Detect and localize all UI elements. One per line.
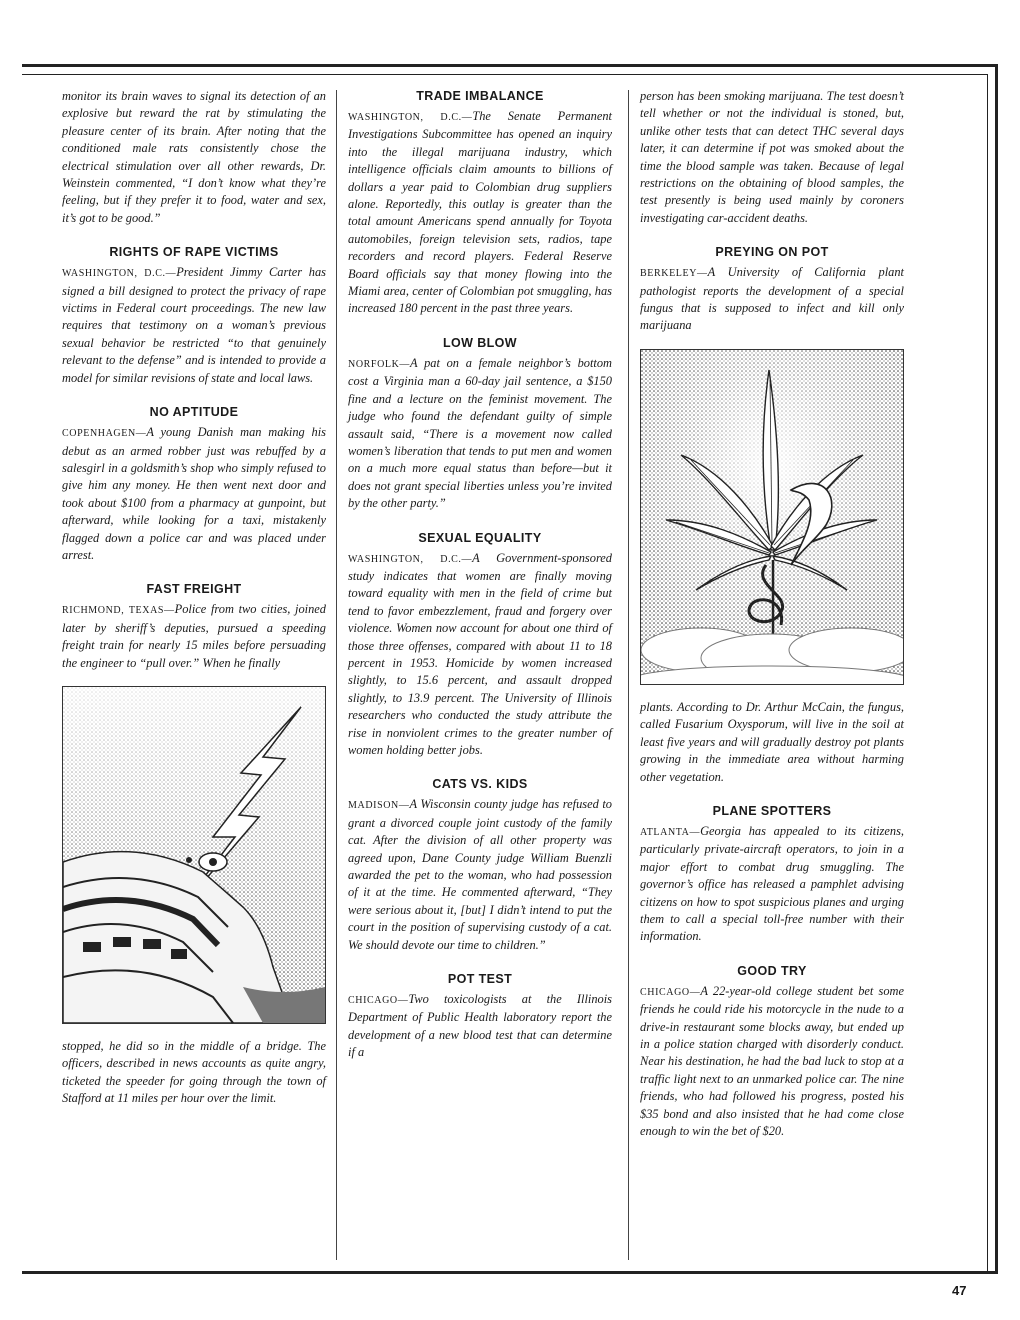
column-2 [348, 88, 612, 1062]
article-preying-on-pot-continued: plants. According to Dr. Arthur McCain, the fungus, called Fusarium Oxysporum, will live in the soil at least five years and will gradually destroy pot plants growing in the immediate area without harming other vegetation. [640, 699, 904, 784]
dateline: WASHINGTON, D.C.— [348, 112, 473, 123]
plant-illustration [640, 349, 904, 685]
heading-plane-spotters: PLANE SPOTTERS [712, 803, 832, 818]
dateline: NORFOLK— [348, 358, 411, 370]
heading-sexual-equality: SEXUAL EQUALITY [418, 530, 542, 545]
column-rule-1 [336, 90, 337, 1260]
column-rule-2 [628, 90, 629, 1260]
article-body: Police from two cities, joined later by sheriff’s deputies, pursued a speeding freight train for nearly 15 miles before persuading the engineer to “pull over.” When he finally [62, 602, 326, 670]
article-fast-freight [62, 601, 326, 672]
heading-good-try: GOOD TRY [737, 963, 807, 978]
heading-low-blow: LOW BLOW [442, 335, 517, 350]
dateline: WASHINGTON, D.C.— [348, 553, 473, 565]
article-cats-vs-kids [348, 796, 612, 954]
article-no-aptitude [62, 424, 326, 564]
dateline: COPENHAGEN— [62, 428, 147, 440]
article-fast-freight-continued: stopped, he did so in the middle of a bridge. The officers, described in news accounts as quite angry, ticketed the speeder for going through the town of Stafford at 11 miles per hour over the limit. [62, 1038, 326, 1106]
dateline: ATLANTA— [640, 826, 701, 838]
marijuana-leaf-fungus-drawing [641, 350, 903, 684]
article-body: A Wisconsin county judge has refused to grant a divorced couple joint custody of the family cat. After the division of all other property was agreed upon, Dane County judge William Buenzli awarded the pet to the woman, who had possession of it at the time. He commented afterward, “They were serious about it, [but] I didn’t intend to put the court in the position of supervising custody of a cat. We should devote our time to children.” [348, 797, 612, 952]
article-body: Georgia has appealed to its citizens, particularly private-aircraft operators, to join in a major effort to combat drug smuggling. The governor’s office has released a pamphlet advising citizens on how to spot suspicious planes and urging them to call a special toll-free number with their information. [640, 823, 904, 944]
heading-fast-freight: FAST FREIGHT [146, 582, 242, 597]
dateline: BERKELEY— [640, 268, 708, 280]
dateline: CHICAGO— [640, 986, 701, 998]
dateline: MADISON— [348, 800, 410, 812]
article-pot-test [348, 991, 612, 1062]
article-trade-imbalance [348, 108, 612, 318]
article-rape-victims [62, 264, 326, 387]
heading-pot-test: POT TEST [447, 972, 513, 987]
article-body: A pat on a female neighbor’s bottom cost a Virginia man a 60-day jail sentence, a $150 fine and a lecture on the feminist movement. The judge who found the defendant guilty of simple assault said, “There is a movement now called women’s liberation that tends to put men and women on a much more equal status than before—but it does not grant special liberties unless you’re invited by the other party.” [348, 355, 612, 511]
column-3 [640, 88, 904, 1140]
heading-no-aptitude: NO APTITUDE [149, 405, 239, 420]
heading-cats-vs-kids: CATS VS. KIDS [432, 777, 528, 792]
article-body: A 22-year-old college student bet some friends he could ride his motorcycle in the nude to a drive-in restaurant some blocks away, but ended up in a police station charged with disorderly conduct. Near his destination, he had the bad luck to stop at a traffic light next to an unmarked police car. The nine friends, who had followed his progress, posted his $35 bond and also insisted that he had come close enough to win the bet of $20. [640, 983, 904, 1138]
column-1 [62, 88, 326, 1108]
heading-rape-victims: RIGHTS OF RAPE VICTIMS [109, 245, 279, 260]
dateline: WASHINGTON, D.C.— [62, 268, 177, 280]
train-illustration [62, 686, 326, 1024]
article-preying-on-pot [640, 264, 904, 335]
article-sexual-equality [348, 550, 612, 760]
dateline: CHICAGO— [348, 995, 409, 1007]
article-low-blow [348, 355, 612, 513]
article-plane-spotters [640, 823, 904, 946]
train-lightning-drawing [63, 687, 325, 1023]
dateline: RICHMOND, TEXAS— [62, 605, 175, 617]
heading-trade-imbalance: TRADE IMBALANCE [416, 89, 544, 103]
article-body: A University of California plant pathologist reports the development of a special fungus that is supposed to infect and kill only marijuana [640, 265, 904, 333]
article-good-try [640, 983, 904, 1141]
intro-paragraph: monitor its brain waves to signal its detection of an explosive but reward the rat by stimulating the pleasure center of its brain. After noting that the conditioned male rats consistently chose the electrical stimulation over all other rewards, Dr. Weinstein commented, “I don’t know what they’re feeling, but if they prefer it to food, water and sex, it’s got to be good.” [62, 89, 326, 225]
heading-preying-on-pot: PREYING ON POT [715, 245, 829, 260]
article-body: The Senate Permanent Investigations Subcommittee has opened an inquiry into the illegal marijuana industry, which intelligence officials claim amounts to billions of dollars a year paid to Colombian drug suppliers alone. Reportedly, this outlay is greater than the total amount Americans spend annually for Toyota automobiles, foreign television sets, radios, tape recorders and record players. Federal Reserve Board officials say that money flowing into the Miami area, center of Colombian pot smuggling, has increased 180 percent in the past three years. [348, 109, 612, 316]
article-body: President Jimmy Carter has signed a bill designed to protect the privacy of rape victims in Federal court proceedings. The new law requires that testimony on a woman’s previous sexual behavior be restricted “to that genuinely relevant to the defense” and is intended to provide a model for similar revisions of state and local laws. [62, 265, 326, 385]
article-body: A young Danish man making his debut as an armed robber just was rebuffed by a salesgirl in a goldsmith’s shop who simply refused to give him any money. He then went next door and took about $100 from a pharmacy at gunpoint, but afterward, while looking for a taxi, mistakenly flagged down a police car and was placed under arrest. [62, 425, 326, 562]
page-number: 47 [952, 1283, 967, 1298]
article-body: Two toxicologists at the Illinois Department of Public Health laboratory report the development of a new blood test that can determine if a [348, 992, 612, 1060]
article-body: A Government-sponsored study indicates that women are finally moving toward equality with men in the field of crime but tend to favor embezzlement, fraud and forgery over violence. Women now account for about one third of those three offenses, compared with about 11 to 18 percent in 1953. Homicide by women increased slightly, to 15.6 percent, and assault dropped slightly, to 13.9 percent. The University of Illinois researchers who conducted the study attribute the rise in nonviolent crimes to the greater number of women holding better jobs. [348, 550, 612, 757]
article-pot-test-continued: person has been smoking marijuana. The test doesn’t tell whether or not the individual is stoned, but, unlike other tests that can detect THC several days later, it can determine if pot was smoked about the time the blood sample was taken. Because of legal restrictions on the obtaining of blood samples, the test presently is being used mainly by coroners investigating car-accident deaths. [640, 89, 904, 225]
